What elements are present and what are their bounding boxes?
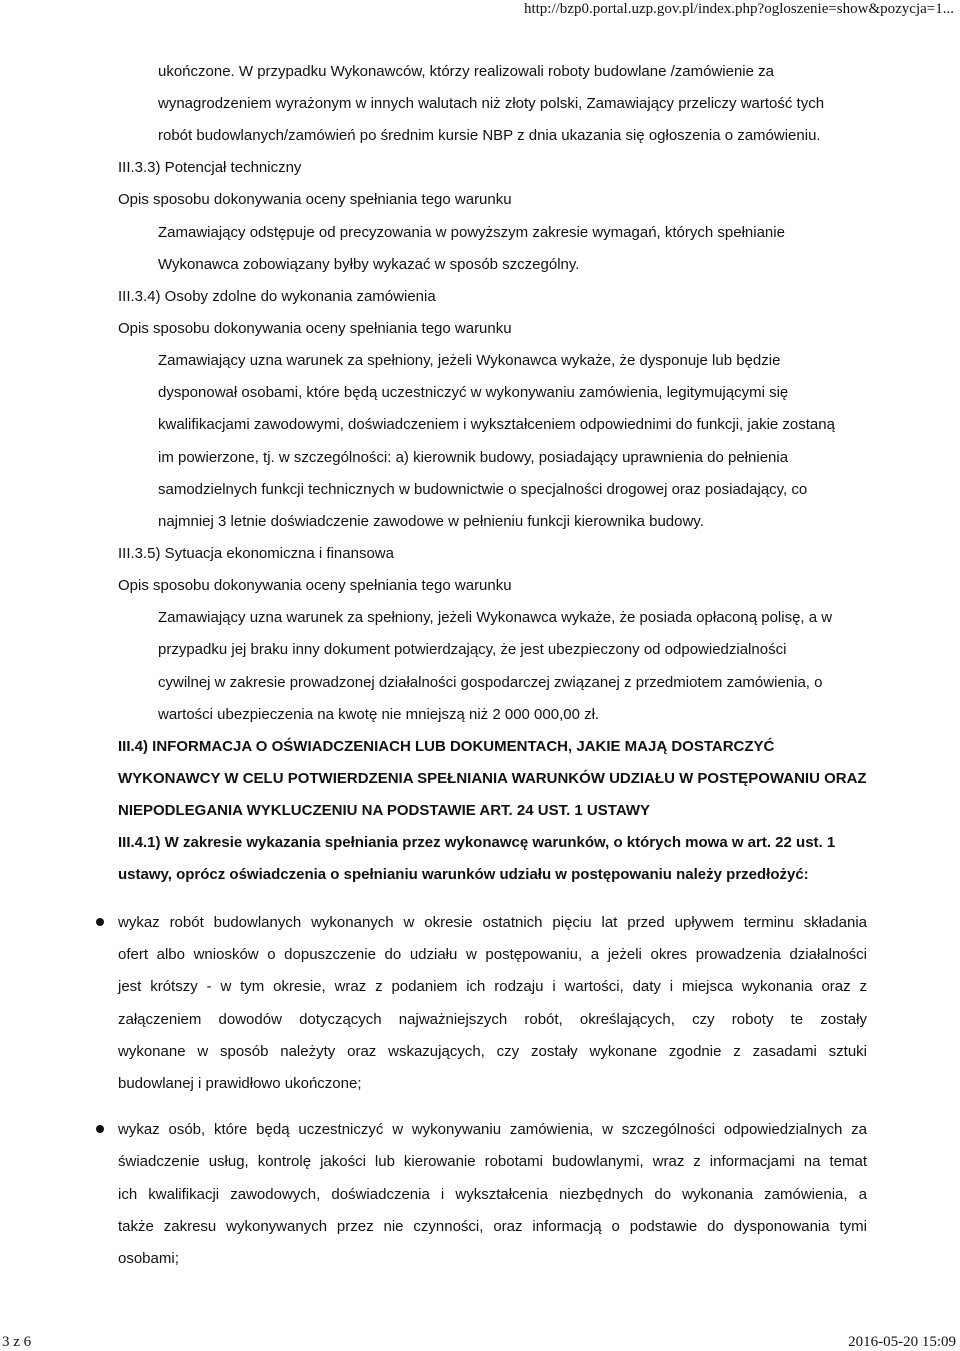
section-title-3-3-4: III.3.4) Osoby zdolne do wykonania zamówienia <box>118 288 436 305</box>
bullet-line: wykaz robót budowlanych wykonanych w okresie ostatnich pięciu lat przed upływem terminu składania <box>118 914 867 931</box>
paragraph-line: wartości ubezpieczenia na kwotę nie mniejszą niż 2 000 000,00 zł. <box>158 706 600 723</box>
print-datetime: 2016-05-20 15:09 <box>848 1334 956 1350</box>
section-subtitle: Opis sposobu dokonywania oceny spełniania tego warunku <box>118 191 512 208</box>
intro-line: wynagrodzeniem wyrażonym w innych walutach niż złoty polski, Zamawiający przeliczy wartość tych <box>158 95 825 112</box>
bullet-line: wykonane w sposób należyty oraz wskazujących, czy zostały wykonane zgodnie z zasadami sztuki <box>118 1043 867 1060</box>
paragraph-line: Zamawiający odstępuje od precyzowania w powyższym zakresie wymagań, których spełnianie <box>158 224 785 241</box>
bullet-icon <box>96 1125 104 1133</box>
intro-line: ukończone. W przypadku Wykonawców, którzy realizowali roboty budowlane /zamówienie za <box>158 63 774 80</box>
paragraph-line: cywilnej w zakresie prowadzonej działalności gospodarczej związanej z przedmiotem zamówienia, o <box>158 674 823 691</box>
bullet-line: budowlanej i prawidłowo ukończone; <box>118 1075 362 1092</box>
paragraph-line: dysponował osobami, które będą uczestniczyć w wykonywaniu zamówienia, legitymującymi się <box>158 384 789 401</box>
bullet-line: ich kwalifikacji zawodowych, doświadczenia i wykształcenia niezbędnych do wykonania zamówienia, a <box>118 1186 867 1203</box>
bullet-line: jest krótszy - w tym okresie, wraz z podaniem ich rodzaju i wartości, daty i miejsca wykonania oraz z <box>118 978 867 995</box>
bullet-line: osobami; <box>118 1250 179 1267</box>
section-title-3-3-3: III.3.3) Potencjał techniczny <box>118 159 302 176</box>
section-heading-3-4: WYKONAWCY W CELU POTWIERDZENIA SPEŁNIANIA WARUNKÓW UDZIAŁU W POSTĘPOWANIU ORAZ <box>118 770 867 787</box>
bullet-icon <box>96 918 104 926</box>
section-heading-3-4: III.4) INFORMACJA O OŚWIADCZENIACH LUB DOKUMENTACH, JAKIE MAJĄ DOSTARCZYĆ <box>118 738 775 755</box>
paragraph-line: Zamawiający uzna warunek za spełniony, jeżeli Wykonawca wykaże, że dysponuje lub będzie <box>158 352 781 369</box>
paragraph-line: kwalifikacjami zawodowymi, doświadczeniem i wykształceniem odpowiednimi do funkcji, jakie zostaną <box>158 416 835 433</box>
bullet-line: wykaz osób, które będą uczestniczyć w wykonywaniu zamówienia, w szczególności odpowiedzialnych za <box>118 1121 867 1138</box>
bullet-line: ofert albo wniosków o dopuszczenie do udziału w postępowaniu, a jeżeli okres prowadzenia działalności <box>118 946 867 963</box>
section-subtitle: Opis sposobu dokonywania oceny spełniania tego warunku <box>118 577 512 594</box>
intro-line: robót budowlanych/zamówień po średnim kursie NBP z dnia ukazania się ogłoszenia o zamówieniu. <box>158 127 821 144</box>
bullet-line: świadczenie usług, kontrolę jakości lub kierowanie robotami budowlanymi, wraz z informacjami na temat <box>118 1153 867 1170</box>
paragraph-line: samodzielnych funkcji technicznych w budownictwie o specjalności drogowej oraz posiadający, co <box>158 481 808 498</box>
section-heading-3-4: NIEPODLEGANIA WYKLUCZENIU NA PODSTAWIE ART. 24 UST. 1 USTAWY <box>118 802 650 819</box>
bullet-line: załączeniem dowodów dotyczących najważniejszych robót, określających, czy roboty te zostały <box>118 1011 867 1028</box>
section-subtitle: Opis sposobu dokonywania oceny spełniania tego warunku <box>118 320 512 337</box>
paragraph-line: najmniej 3 letnie doświadczenie zawodowe w pełnieniu funkcji kierownika budowy. <box>158 513 704 530</box>
paragraph-line: im powierzone, tj. w szczególności: a) kierownik budowy, posiadający uprawnienia do pełnienia <box>158 449 789 466</box>
bullet-line: także zakresu wykonywanych przez nie czynności, oraz informacją o podstawie do dysponowania tymi <box>118 1218 867 1235</box>
paragraph-line: przypadku jej braku inny dokument potwierdzający, że jest ubezpieczony od odpowiedzialności <box>158 641 787 658</box>
paragraph-line: Wykonawca zobowiązany byłby wykazać w sposób szczególny. <box>158 256 580 273</box>
subsection-heading-3-4-1: III.4.1) W zakresie wykazania spełniania przez wykonawcę warunków, o których mowa w art. 22 ust. 1 <box>118 834 836 851</box>
paragraph-line: Zamawiający uzna warunek za spełniony, jeżeli Wykonawca wykaże, że posiada opłaconą polisę, a w <box>158 609 833 626</box>
section-title-3-3-5: III.3.5) Sytuacja ekonomiczna i finansowa <box>118 545 394 562</box>
page-number: 3 z 6 <box>2 1334 32 1350</box>
subsection-heading-3-4-1: ustawy, oprócz oświadczenia o spełnianiu warunków udziału w postępowaniu należy przedłożyć: <box>118 866 809 883</box>
page-url: http://bzp0.portal.uzp.gov.pl/index.php?ogloszenie=show&pozycja=1... <box>523 1 954 17</box>
